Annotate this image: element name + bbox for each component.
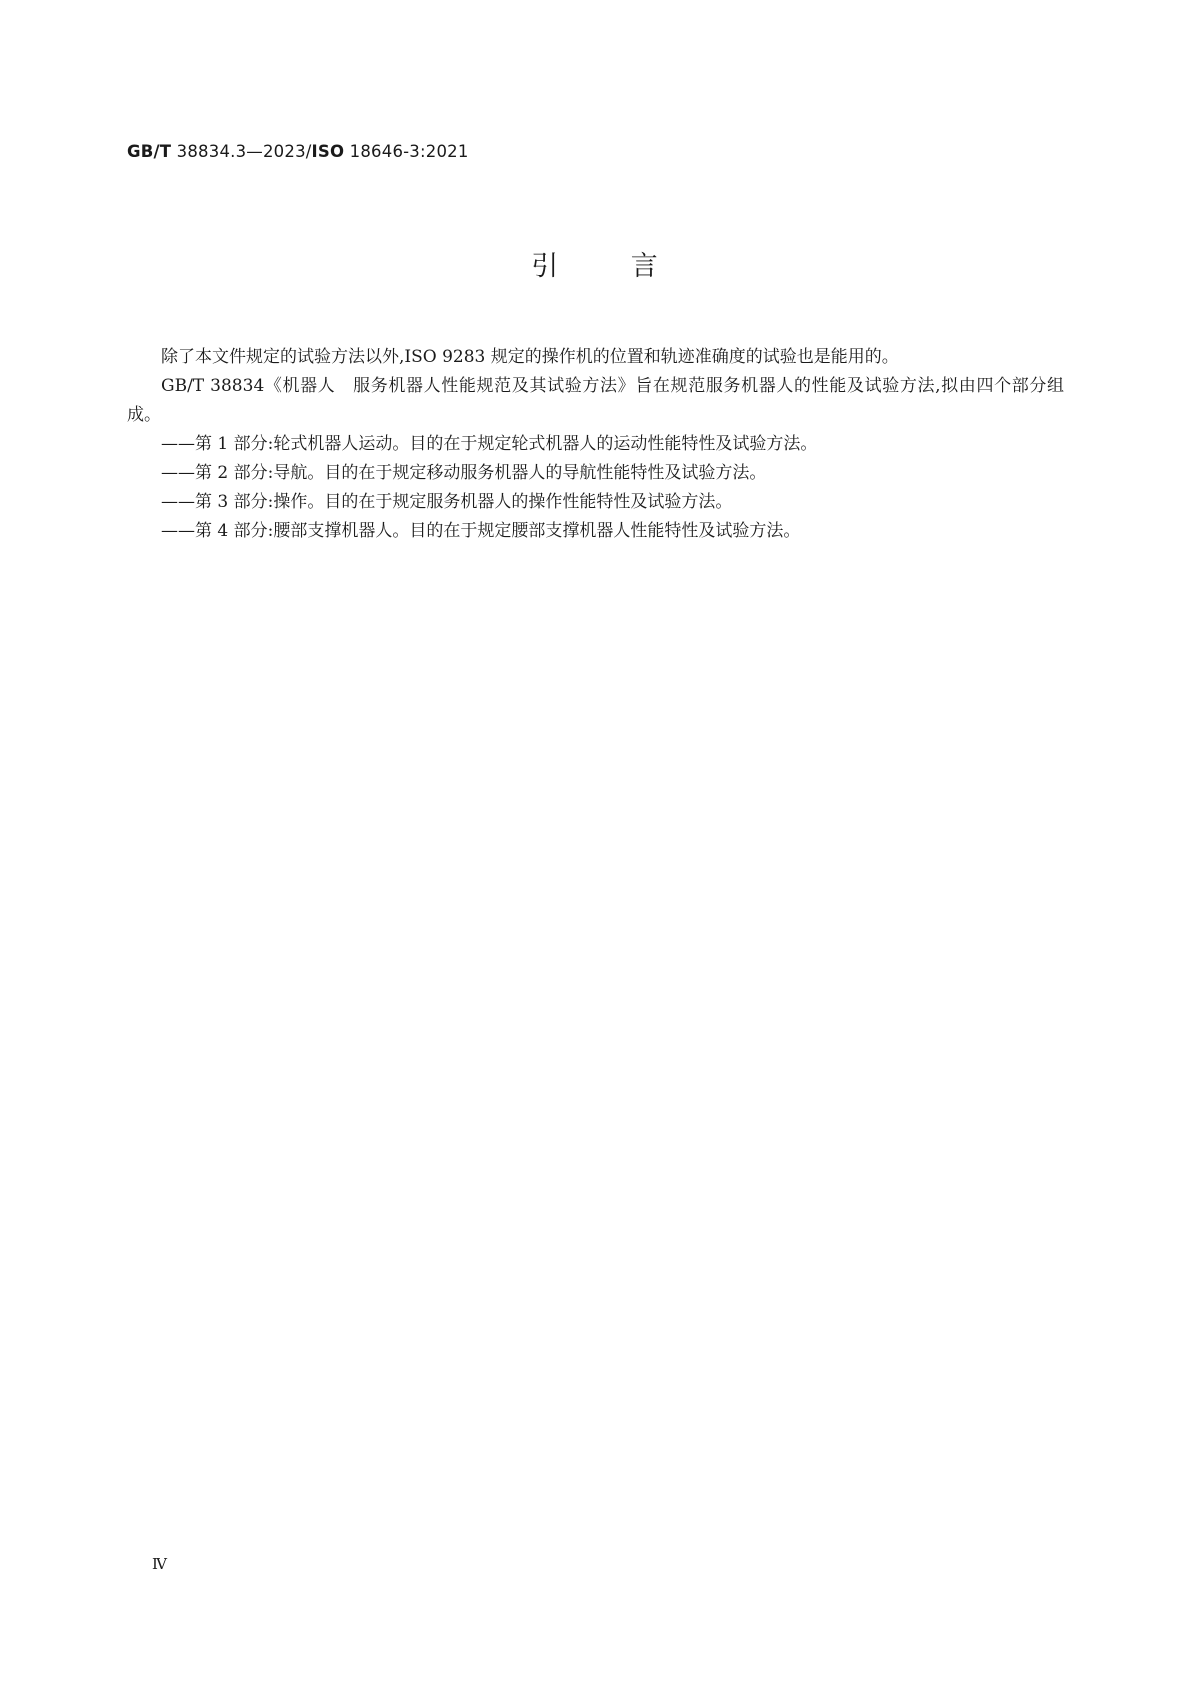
paragraph: GB/T 38834《机器人 服务机器人性能规范及其试验方法》旨在规范服务机器人的性能及试验方法,拟由四个部分组成。 [127,376,1064,425]
page-number: Ⅳ [152,1555,167,1573]
document-header [127,142,469,161]
list-item: ——第 3 部分:操作。目的在于规定服务机器人的操作性能特性及试验方法。 [161,492,733,512]
list-item: ——第 4 部分:腰部支撑机器人。目的在于规定腰部支撑机器人性能特性及试验方法。 [161,521,801,541]
iso-number: 18646-3:2021 [349,142,469,161]
standard-number: 38834.3—2023/ [176,142,312,161]
list-item: ——第 1 部分:轮式机器人运动。目的在于规定轮式机器人的运动性能特性及试验方法。 [161,434,818,454]
paragraph: 除了本文件规定的试验方法以外,ISO 9283 规定的操作机的位置和轨迹准确度的试验也是能用的。 [161,347,899,367]
page-title: 引 言 [531,251,660,282]
body-text [127,343,1064,546]
iso-prefix: ISO [311,142,345,161]
standard-code: GB/T [127,142,172,161]
list-item: ——第 2 部分:导航。目的在于规定移动服务机器人的导航性能特性及试验方法。 [161,463,767,483]
